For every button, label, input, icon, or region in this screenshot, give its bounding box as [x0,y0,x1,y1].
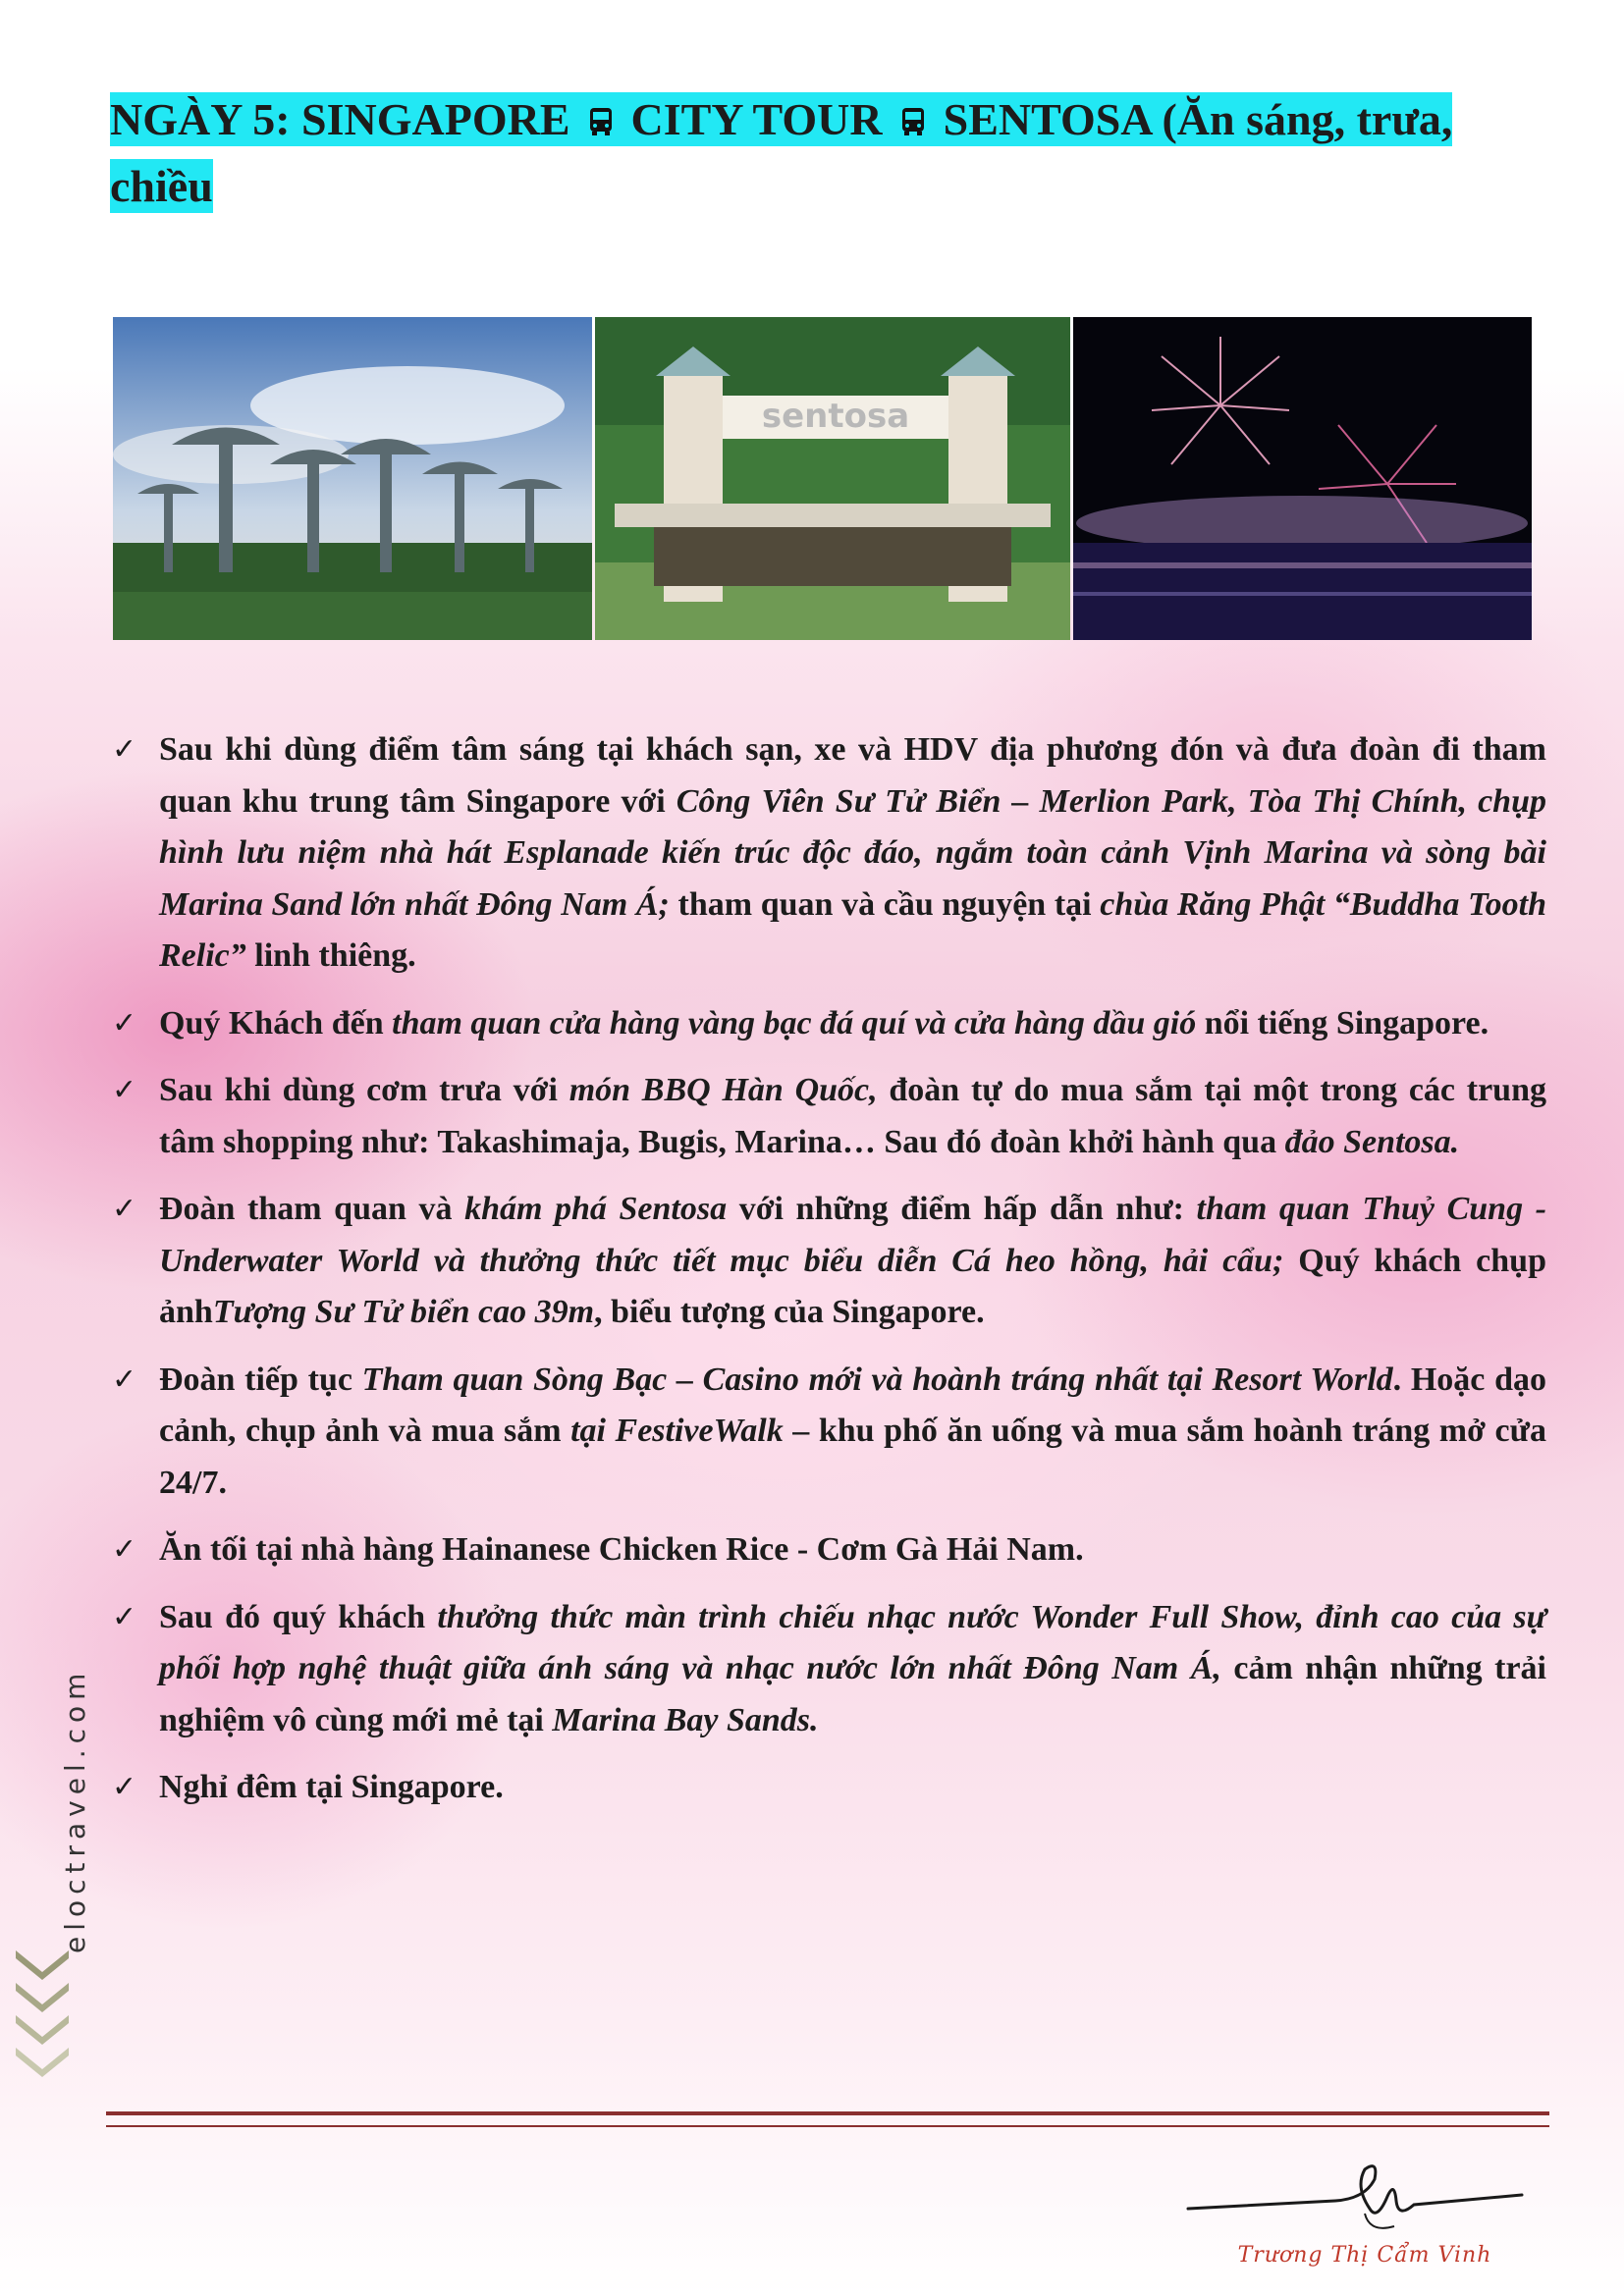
body-text: tham quan và cầu nguyện tại [669,885,1101,923]
emphasis-text: chùa Răng Phật “Buddha Tooth Relic” [159,885,1546,974]
sentosa-sign: sentosa [761,397,910,436]
list-item-text [159,1005,1489,1041]
list-item-text [159,1769,504,1805]
body-text: Đoàn tham quan và [159,1191,465,1227]
emphasis-text: Marina Bay Sands. [552,1701,819,1738]
checkmark-icon: ✓ [112,1073,137,1107]
chevron-down-icon [14,1981,71,2014]
body-text: Sau khi dùng điểm tâm sáng tại khách sạn, xe và HDV địa phương đón và đưa đoàn đi tham quan khu trung tâm Singapore với [159,731,1546,820]
list-item [108,1184,1546,1339]
body-text: nổi tiếng Singapore. [1196,1004,1489,1041]
body-text: linh thiêng. [245,937,416,974]
signature-name: Trương Thị Cẩm Vinh [1237,2243,1492,2268]
emphasis-text: tham quan cửa hàng vàng bạc đá quí và cửa hàng dầu gió [392,1004,1197,1041]
list-item [108,1592,1546,1747]
body-text: Sau khi dùng cơm trưa với [159,1072,569,1108]
body-text: Quý khách chụp ảnh [159,1242,1546,1330]
emphasis-text: tại FestiveWalk [570,1413,784,1449]
page-title [110,86,1543,220]
emphasis-text: Tượng Sư Tử biển cao 39m [212,1294,595,1330]
photo-strip [113,317,1532,640]
checkmark-icon: ✓ [112,1362,137,1397]
list-item [108,1762,1546,1814]
bus-icon [588,107,614,136]
body-text: với những điểm hấp dẫn như: [727,1191,1197,1227]
itinerary-list [108,724,1546,1830]
list-item-text [159,1599,1546,1738]
title-part-1: NGÀY 5: SINGAPORE [110,94,570,144]
title-part-2: CITY TOUR [630,94,883,144]
chevron-down-icon [14,2046,71,2079]
fireworks-photo [1073,317,1532,640]
chevron-down-icon [14,1949,71,1982]
checkmark-icon: ✓ [112,732,137,767]
body-text: Nghỉ đêm tại Singapore. [159,1769,504,1805]
body-text: Ăn tối tại nhà hàng Hainanese Chicken Rice - Cơm Gà Hải Nam. [159,1531,1084,1568]
bus-icon [900,107,926,136]
emphasis-text: tham quan Thuỷ Cung - Underwater World và thưởng thức tiết mục biểu diễn Cá heo hồng, hải cẩu; [159,1191,1546,1279]
checkmark-icon: ✓ [112,1599,137,1634]
body-text: Sau đó quý khách [159,1598,438,1635]
emphasis-text: khám phá Sentosa [464,1191,728,1227]
body-text: đoàn tự do mua sắm tại một trong các trung tâm shopping như: Takashimaja, Bugis, Marina… Sau đó đoàn khởi hành qua [159,1072,1546,1160]
list-item-text [159,731,1546,974]
emphasis-text: Tham quan Sòng Bạc – Casino mới và hoành tráng nhất tại Resort World [361,1361,1393,1398]
checkmark-icon: ✓ [112,1005,137,1041]
side-website-text: eloctravel.com [59,1667,91,1953]
list-item [108,1524,1546,1576]
chevron-down-icon [14,2013,71,2047]
checkmark-icon: ✓ [112,1192,137,1226]
title-part-3: SENTOSA (Ăn sáng, trưa, chiều [110,94,1453,211]
list-item [108,1355,1546,1510]
list-item-text [159,1191,1546,1330]
emphasis-text: món BBQ Hàn Quốc, [568,1072,878,1108]
body-text: Đoàn tiếp tục [159,1361,362,1398]
list-item [108,998,1546,1050]
list-item [108,724,1546,983]
body-text: cảm nhận những trải nghiệm vô cùng mới mẻ tại [159,1650,1546,1738]
footer-divider [106,2111,1549,2127]
body-text: Quý Khách đến [159,1004,393,1041]
emphasis-text: Công Viên Sư Tử Biển – Merlion Park, Tòa Thị Chính, chụp hình lưu niệm nhà hát Esplanade kiến trúc độc đáo, ngắm toàn cảnh Vịnh Marina và sòng bài Marina Sand lớn nhất Đông Nam Á; [159,782,1546,923]
list-item [108,1065,1546,1168]
body-text: – khu phố ăn uống và mua sắm hoành tráng mở cửa 24/7. [159,1413,1546,1501]
list-item-text [159,1362,1546,1501]
body-text: . Hoặc dạo cảnh, chụp ảnh và mua sắm [159,1361,1546,1449]
emphasis-text: thưởng thức màn trình chiếu nhạc nước Wonder Full Show, đỉnh cao của sự phối hợp nghệ thuật giữa ánh sáng và nhạc nước lớn nhất Đông Nam Á, [159,1598,1546,1686]
list-item-text [159,1072,1546,1160]
list-item-text [159,1531,1084,1568]
sentosa-gate-photo [595,317,1070,640]
body-text: , biểu tượng của Singapore. [594,1294,985,1330]
checkmark-icon: ✓ [112,1770,137,1804]
emphasis-text: đảo Sentosa. [1284,1123,1460,1160]
checkmark-icon: ✓ [112,1532,137,1567]
gardens-by-the-bay-photo [113,317,592,640]
